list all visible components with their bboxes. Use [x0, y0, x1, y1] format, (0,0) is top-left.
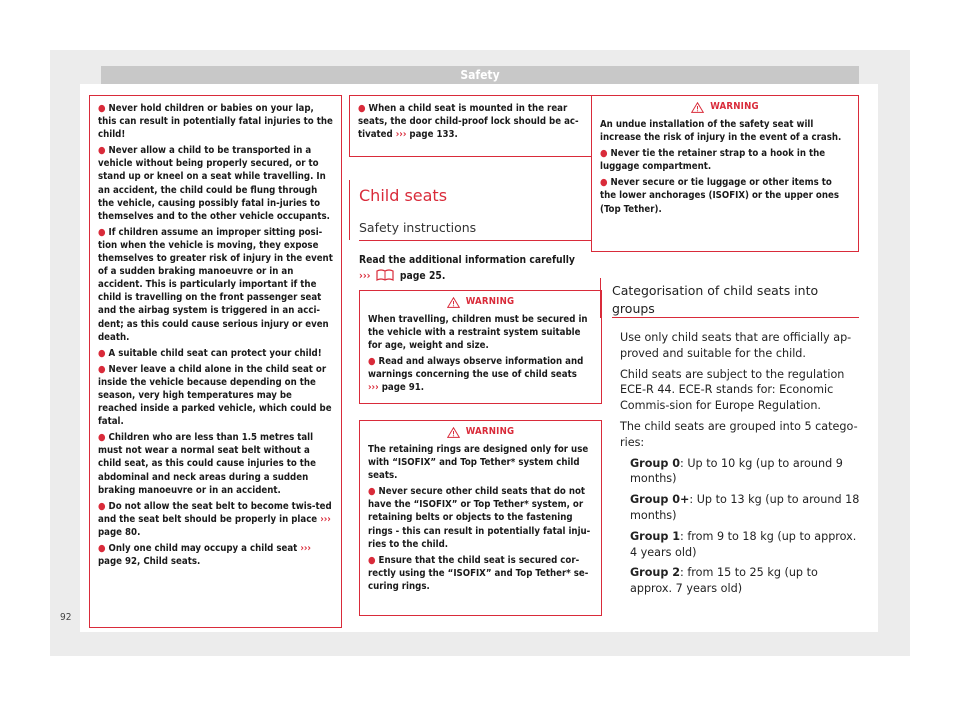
- arrow-link-icon: ›››: [359, 270, 371, 282]
- bullet-icon: ●: [358, 103, 366, 114]
- bullet-icon: ●: [368, 554, 376, 566]
- bullet-icon: ●: [98, 347, 106, 359]
- page-number: 92: [60, 612, 72, 623]
- paragraph: Use only child seats that are officially ap-proved and suitable for the child.: [620, 331, 852, 360]
- section-marker: [349, 180, 350, 240]
- section-marker: [600, 278, 601, 318]
- page-link[interactable]: page 92, Child seats: [98, 556, 197, 568]
- warning-box-continued-2: [349, 95, 602, 157]
- section-rule: [612, 317, 859, 318]
- warning-item: ● Do not allow the seat belt to become twis-ted and the seat belt should be properly in place ››› page 80.: [98, 500, 332, 538]
- bullet-icon: ●: [98, 363, 106, 375]
- group-item: Group 1: from 9 to 18 kg (up to approx. 4 years old): [630, 529, 857, 559]
- bullet-icon: ●: [98, 226, 106, 238]
- bullet-icon: ●: [600, 177, 608, 189]
- arrow-link-icon: ›››: [300, 543, 311, 554]
- warning-item: ● Only one child may occupy a child seat ››› page 92, Child seats.: [98, 543, 311, 568]
- warning-item: ● Never allow a child to be transported in a vehicle without being properly secured, or to stand up or kneel on a seat while travelling. In an accident, the child could be flung through the vehicle, causing possibly fatal in-juries to themselves and to the other vehicle occupants.: [98, 145, 330, 222]
- bullet-icon: ●: [98, 543, 106, 554]
- warning-item: ● Never secure other child seats that do not have the “ISOFIX” or Top Tether* system, or retaining belts or objects to the fastening rings - this can result in potentially fatal inju-ries to the child.: [368, 486, 591, 550]
- warning-item: ● Never secure or tie luggage or other items to the lower anchorages (ISOFIX) or the upper ones (Top Tether).: [600, 177, 839, 215]
- warning-item: ● If children assume an improper sitting posi-tion when the vehicle is moving, they expose themselves to greater risk of injury in the event of a sudden braking manoeuvre or in an accident. This is particularly important if the child is travelling on the front passenger seat and the airbag system is triggered in an acci-dent; as this could cause serious injury or even death.: [98, 226, 333, 343]
- group-item: Group 0+: Up to 13 kg (up to around 18 months): [630, 493, 860, 522]
- page-link[interactable]: page 91: [381, 382, 421, 394]
- warning-item: ● A suitable child seat can protect your child!: [98, 347, 322, 359]
- warning-header: WARNING: [360, 291, 601, 313]
- book-icon: [376, 269, 394, 281]
- section-subtitle: Safety instructions: [359, 220, 477, 235]
- warning-paragraph: When travelling, children must be secured in the vehicle with a restraint system suitable for age, weight and size.: [368, 314, 588, 352]
- bullet-icon: ●: [600, 148, 608, 160]
- bullet-icon: ●: [368, 486, 376, 498]
- warning-box-continued: [89, 95, 342, 628]
- warning-box: [591, 95, 859, 252]
- section-title: Child seats: [359, 186, 448, 205]
- warning-item: ● When a child seat is mounted in the rear seats, the door child-proof lock should be ac-tivated ››› page 133.: [358, 103, 579, 141]
- bullet-icon: ●: [98, 432, 106, 444]
- warning-box: [359, 420, 602, 616]
- warning-triangle-icon: [447, 297, 460, 308]
- paragraph: Child seats are subject to the regulation ECE-R 44. ECE-R stands for: Economic Commis-sion for Europe Regulation.: [620, 367, 845, 413]
- intro-text: Read the additional information carefully ››› page 25.: [359, 254, 575, 282]
- body-text: [620, 330, 860, 602]
- paragraph: The child seats are grouped into 5 catego-ries:: [620, 419, 858, 449]
- group-item: Group 2: from 15 to 25 kg (up to approx. 7 years old): [630, 566, 818, 596]
- arrow-link-icon: ›››: [395, 129, 407, 141]
- bullet-icon: ●: [98, 500, 106, 512]
- warning-item: ● Never hold children or babies on your lap, this can result in potentially fatal injuries to the child!: [98, 103, 333, 141]
- warning-triangle-icon: [691, 102, 704, 113]
- arrow-link-icon: ›››: [320, 513, 331, 525]
- page-link[interactable]: page 25: [399, 270, 442, 282]
- bullet-icon: ●: [98, 145, 106, 157]
- warning-triangle-icon: [447, 427, 460, 438]
- warning-item: ● Children who are less than 1.5 metres tall must not wear a normal seat belt without a child seat, as this could cause injuries to the abdominal and neck areas during a sudden braking manoeuvre or in an accident.: [98, 432, 316, 496]
- bullet-icon: ●: [368, 356, 376, 368]
- bullet-icon: ●: [98, 103, 106, 114]
- group-item: Group 0: Up to 10 kg (up to around 9 months): [630, 456, 843, 486]
- arrow-link-icon: ›››: [368, 382, 379, 394]
- section-title: Categorisation of child seats into groups: [612, 283, 819, 316]
- page-header: Safety: [101, 66, 859, 84]
- warning-paragraph: The retaining rings are designed only for use with “ISOFIX” and Top Tether* system child seats.: [368, 444, 589, 482]
- page-link[interactable]: page 80: [98, 526, 138, 538]
- page-link[interactable]: page 133: [409, 129, 455, 141]
- warning-item: ● Read and always observe information and warnings concerning the use of child seats ››› page 91.: [368, 356, 584, 394]
- warning-item: ● Never leave a child alone in the child seat or inside the vehicle because depending on the season, very high temperatures may be reached inside a parked vehicle, which could be fatal.: [98, 363, 332, 428]
- warning-item: ● Never tie the retainer strap to a hook in the luggage compartment.: [600, 148, 826, 173]
- warning-header: WARNING: [592, 96, 858, 118]
- warning-paragraph: An undue installation of the safety seat will increase the risk of injury in the event of a crash.: [600, 119, 842, 144]
- warning-header: WARNING: [360, 421, 601, 443]
- warning-item: ● Ensure that the child seat is secured cor-rectly using the “ISOFIX” and Top Tether* se-curing rings.: [368, 554, 589, 592]
- warning-box: [359, 290, 602, 404]
- section-rule: [359, 240, 602, 241]
